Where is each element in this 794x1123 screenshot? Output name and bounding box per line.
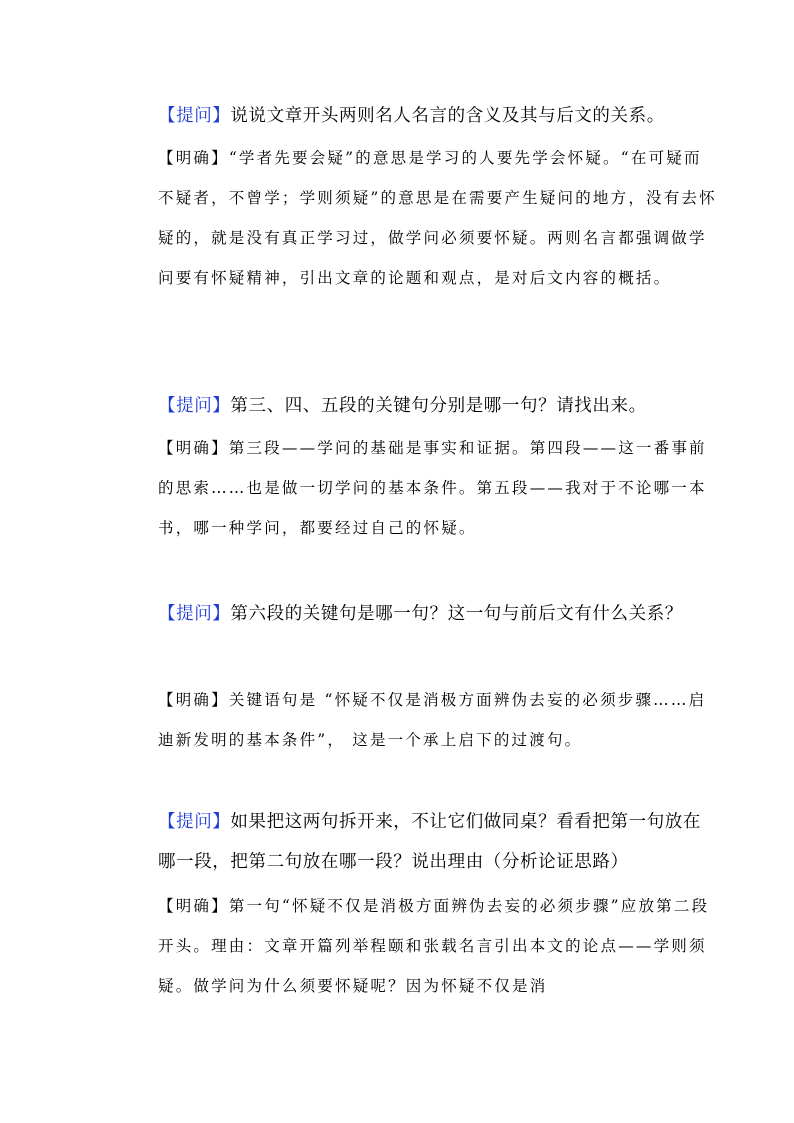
question-3 <box>118 594 718 634</box>
answer-text: 关键语句是 “怀疑不仅是消极方面辨伪去妄的必须步骤……启迪新发明的基本条件”， 这是一个承上启下的过渡句。 <box>158 691 707 749</box>
question-text: 说说文章开头两则名人名言的含义及其与后文的关系。 <box>230 106 665 126</box>
question-tag: 【提问】 <box>158 604 231 624</box>
answer-1 <box>118 138 718 298</box>
question-text: 第三、四、五段的关键句分别是哪一句？请找出来。 <box>230 396 647 416</box>
question-tag: 【提问】 <box>158 812 231 832</box>
question-text: 如果把这两句拆开来，不让它们做同桌？看看把第一句放在哪一段，把第二句放在哪一段？说出理由（分析论证思路） <box>158 812 702 872</box>
question-tag: 【提问】 <box>158 396 231 416</box>
answer-text: 第一句“怀疑不仅是消极方面辨伪去妄的必须步骤”应放第二段开头。理由：文章开篇列举程颐和张载名言引出本文的论点——学则须疑。做学问为什么须要怀疑呢？因为怀疑不仅是消 <box>158 897 710 995</box>
answer-tag: 【明确】 <box>158 691 229 709</box>
answer-tag: 【明确】 <box>158 439 229 457</box>
answer-4 <box>118 886 718 1006</box>
answer-2 <box>118 428 718 548</box>
answer-tag: 【明确】 <box>158 149 229 167</box>
question-2 <box>118 386 718 426</box>
answer-tag: 【明确】 <box>158 897 229 915</box>
question-text: 第六段的关键句是哪一句？这一句与前后文有什么关系？ <box>230 604 683 624</box>
question-tag: 【提问】 <box>158 106 231 126</box>
answer-text: 第三段——学问的基础是事实和证据。第四段——这一番事前的思索……也是做一切学问的基本条件。第五段——我对于不论哪一本书，哪一种学问，都要经过自己的怀疑。 <box>158 439 707 537</box>
question-1 <box>118 96 718 136</box>
answer-text: “学者先要会疑”的意思是学习的人要先学会怀疑。“在可疑而不疑者，不曾学；学则须疑”的意思是在需要产生疑问的地方，没有去怀疑的，就是没有真正学习过，做学问必须要怀疑。两则名言都强调做学问要有怀疑精神，引出文章的论题和观点，是对后文内容的概括。 <box>158 149 717 287</box>
question-4 <box>118 802 718 882</box>
answer-3 <box>118 680 718 760</box>
